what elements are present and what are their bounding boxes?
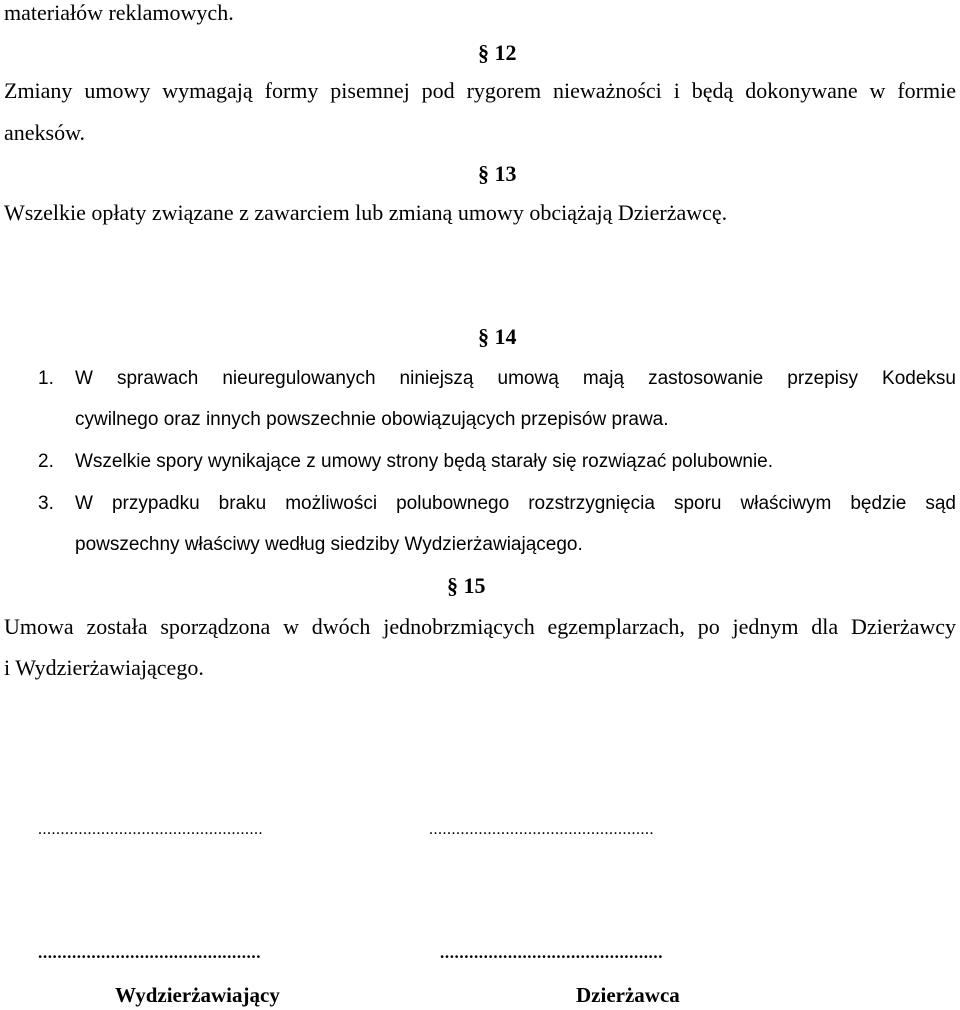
list-item-text-line2: powszechny właściwy według siedziby Wydzierżawiającego.	[75, 534, 583, 555]
section-15-heading: § 15	[447, 573, 486, 598]
section-12-text-line2: aneksów.	[4, 120, 86, 145]
list-item-text-line1: W przypadku braku możliwości polubownego rozstrzygnięcia sporu właściwym będzie sąd	[75, 493, 956, 514]
signature-line-bold-right: ..............................................	[440, 943, 664, 962]
section-15-text-line2: i Wydzierżawiającego.	[4, 655, 204, 680]
list-item-text-line2: cywilnego oraz innych powszechnie obowiązujących przepisów prawa.	[75, 409, 669, 430]
signature-label-lessee: Dzierżawca	[576, 983, 680, 1007]
list-item-number: 3.	[38, 493, 54, 514]
section-15-text-line1: Umowa została sporządzona w dwóch jednobrzmiących egzemplarzach, po jednym dla Dzierżawcy	[4, 614, 956, 639]
signature-line-left: ..................................................	[38, 821, 263, 838]
list-item-number: 2.	[38, 451, 54, 472]
section-13-text: Wszelkie opłaty związane z zawarciem lub zmianą umowy obciążają Dzierżawcę.	[4, 200, 728, 225]
list-item-number: 1.	[38, 368, 54, 389]
list-item-text-line1: Wszelkie spory wynikające z umowy strony będą starały się rozwiązać polubownie.	[75, 451, 774, 472]
section-12-heading: § 12	[478, 40, 517, 65]
section-12-text-line1: Zmiany umowy wymagają formy pisemnej pod rygorem nieważności i będą dokonywane w formie	[4, 78, 956, 103]
section-14-heading: § 14	[478, 324, 517, 349]
text-fragment: materiałów reklamowych.	[4, 0, 234, 25]
signature-line-bold-left: ..............................................	[38, 943, 262, 962]
section-13-heading: § 13	[478, 161, 517, 186]
signature-line-right: ..................................................	[429, 821, 654, 838]
list-item-text-line1: W sprawach nieuregulowanych niniejszą umową mają zastosowanie przepisy Kodeksu	[75, 368, 956, 389]
signature-label-lessor: Wydzierżawiający	[115, 983, 280, 1007]
